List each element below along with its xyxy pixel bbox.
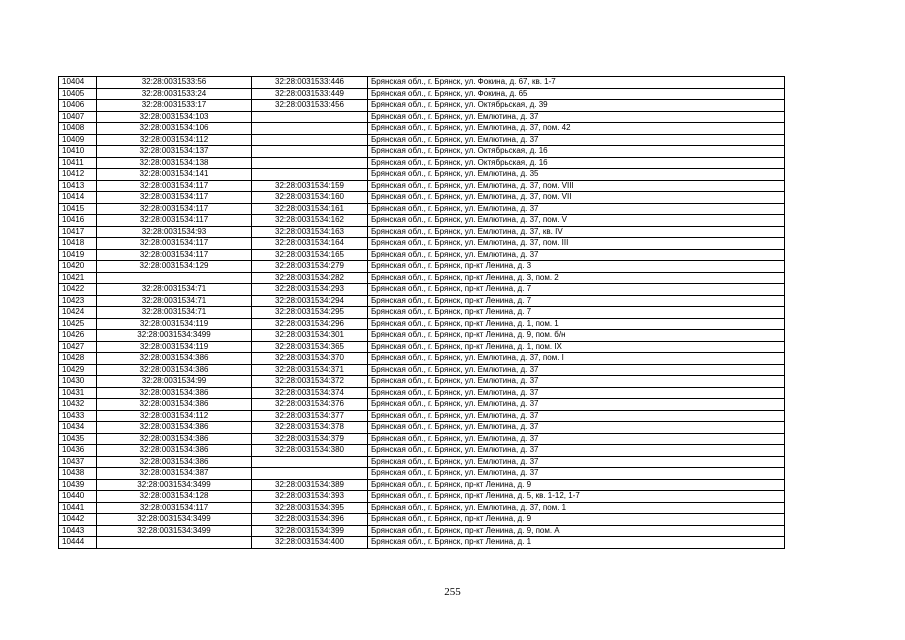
row-number-cell: 10412 [59, 169, 97, 181]
address-cell: Брянская обл., г. Брянск, ул. Емлютина, д. 37 [368, 410, 785, 422]
address-cell: Брянская обл., г. Брянск, ул. Емлютина, д. 37 [368, 203, 785, 215]
row-number-cell: 10439 [59, 479, 97, 491]
object-cadastral-number-cell: 32:28:0031534:162 [252, 215, 368, 227]
row-number-cell: 10431 [59, 387, 97, 399]
table-row [59, 479, 785, 491]
cadastral-number-cell: 32:28:0031533:24 [97, 88, 252, 100]
table-row [59, 514, 785, 526]
object-cadastral-number-cell: 32:28:0031533:456 [252, 100, 368, 112]
object-cadastral-number-cell [252, 123, 368, 135]
object-cadastral-number-cell: 32:28:0031534:400 [252, 537, 368, 549]
address-cell: Брянская обл., г. Брянск, ул. Емлютина, д. 37, пом. VIII [368, 180, 785, 192]
table-row [59, 364, 785, 376]
cadastral-number-cell: 32:28:0031534:112 [97, 410, 252, 422]
address-cell: Брянская обл., г. Брянск, пр-кт Ленина, д. 1 [368, 537, 785, 549]
cadastral-number-cell: 32:28:0031534:386 [97, 445, 252, 457]
address-cell: Брянская обл., г. Брянск, ул. Емлютина, д. 37, пом. 1 [368, 502, 785, 514]
object-cadastral-number-cell: 32:28:0031534:399 [252, 525, 368, 537]
object-cadastral-number-cell: 32:28:0031534:160 [252, 192, 368, 204]
object-cadastral-number-cell [252, 169, 368, 181]
row-number-cell: 10424 [59, 307, 97, 319]
row-number-cell: 10419 [59, 249, 97, 261]
table-row [59, 456, 785, 468]
object-cadastral-number-cell: 32:28:0031534:296 [252, 318, 368, 330]
address-cell: Брянская обл., г. Брянск, ул. Емлютина, д. 37 [368, 364, 785, 376]
table-row [59, 123, 785, 135]
cadastral-number-cell: 32:28:0031534:386 [97, 387, 252, 399]
address-cell: Брянская обл., г. Брянск, ул. Емлютина, д. 37, пом. I [368, 353, 785, 365]
address-cell: Брянская обл., г. Брянск, ул. Емлютина, д. 37, пом. 42 [368, 123, 785, 135]
address-cell: Брянская обл., г. Брянск, ул. Емлютина, д. 37 [368, 445, 785, 457]
table-row [59, 445, 785, 457]
table-row [59, 537, 785, 549]
table-row [59, 238, 785, 250]
table-row [59, 353, 785, 365]
table-row [59, 192, 785, 204]
row-number-cell: 10415 [59, 203, 97, 215]
object-cadastral-number-cell: 32:28:0031534:370 [252, 353, 368, 365]
cadastral-number-cell: 32:28:0031534:386 [97, 399, 252, 411]
table-row [59, 387, 785, 399]
object-cadastral-number-cell: 32:28:0031534:395 [252, 502, 368, 514]
table-row [59, 376, 785, 388]
cadastral-number-cell: 32:28:0031534:117 [97, 249, 252, 261]
table-row [59, 307, 785, 319]
row-number-cell: 10418 [59, 238, 97, 250]
row-number-cell: 10441 [59, 502, 97, 514]
object-cadastral-number-cell: 32:28:0031534:159 [252, 180, 368, 192]
address-cell: Брянская обл., г. Брянск, пр-кт Ленина, д. 7 [368, 284, 785, 296]
table-row [59, 468, 785, 480]
cadastral-number-cell: 32:28:0031534:386 [97, 456, 252, 468]
object-cadastral-number-cell [252, 468, 368, 480]
records-table-body [59, 77, 785, 549]
row-number-cell: 10423 [59, 295, 97, 307]
object-cadastral-number-cell: 32:28:0031533:449 [252, 88, 368, 100]
object-cadastral-number-cell: 32:28:0031534:301 [252, 330, 368, 342]
table-row [59, 410, 785, 422]
row-number-cell: 10435 [59, 433, 97, 445]
address-cell: Брянская обл., г. Брянск, ул. Фокина, д. 65 [368, 88, 785, 100]
row-number-cell: 10444 [59, 537, 97, 549]
table-row [59, 502, 785, 514]
object-cadastral-number-cell: 32:28:0031534:380 [252, 445, 368, 457]
table-row [59, 422, 785, 434]
object-cadastral-number-cell: 32:28:0031534:165 [252, 249, 368, 261]
table-row [59, 284, 785, 296]
cadastral-number-cell: 32:28:0031534:93 [97, 226, 252, 238]
row-number-cell: 10438 [59, 468, 97, 480]
table-row [59, 261, 785, 273]
object-cadastral-number-cell: 32:28:0031534:164 [252, 238, 368, 250]
address-cell: Брянская обл., г. Брянск, ул. Емлютина, д. 37 [368, 134, 785, 146]
address-cell: Брянская обл., г. Брянск, пр-кт Ленина, д. 3 [368, 261, 785, 273]
row-number-cell: 10425 [59, 318, 97, 330]
row-number-cell: 10436 [59, 445, 97, 457]
row-number-cell: 10417 [59, 226, 97, 238]
row-number-cell: 10432 [59, 399, 97, 411]
cadastral-number-cell: 32:28:0031534:138 [97, 157, 252, 169]
address-cell: Брянская обл., г. Брянск, ул. Емлютина, д. 37, пом. V [368, 215, 785, 227]
object-cadastral-number-cell: 32:28:0031534:389 [252, 479, 368, 491]
cadastral-number-cell: 32:28:0031534:386 [97, 364, 252, 376]
table-row [59, 88, 785, 100]
page-number: 255 [444, 586, 461, 598]
object-cadastral-number-cell: 32:28:0031534:293 [252, 284, 368, 296]
table-row [59, 525, 785, 537]
row-number-cell: 10443 [59, 525, 97, 537]
address-cell: Брянская обл., г. Брянск, ул. Емлютина, д. 37 [368, 376, 785, 388]
row-number-cell: 10413 [59, 180, 97, 192]
table-row [59, 433, 785, 445]
cadastral-number-cell: 32:28:0031534:103 [97, 111, 252, 123]
cadastral-number-cell [97, 537, 252, 549]
table-row [59, 295, 785, 307]
address-cell: Брянская обл., г. Брянск, ул. Емлютина, д. 37, пом. VII [368, 192, 785, 204]
address-cell: Брянская обл., г. Брянск, ул. Емлютина, д. 37, пом. III [368, 238, 785, 250]
object-cadastral-number-cell: 32:28:0031534:377 [252, 410, 368, 422]
table-row [59, 215, 785, 227]
row-number-cell: 10408 [59, 123, 97, 135]
row-number-cell: 10426 [59, 330, 97, 342]
object-cadastral-number-cell: 32:28:0031534:365 [252, 341, 368, 353]
table-row [59, 330, 785, 342]
row-number-cell: 10411 [59, 157, 97, 169]
object-cadastral-number-cell: 32:28:0031534:396 [252, 514, 368, 526]
object-cadastral-number-cell: 32:28:0031534:378 [252, 422, 368, 434]
row-number-cell: 10429 [59, 364, 97, 376]
table-row [59, 318, 785, 330]
table-row [59, 272, 785, 284]
cadastral-number-cell: 32:28:0031534:119 [97, 341, 252, 353]
object-cadastral-number-cell: 32:28:0031534:161 [252, 203, 368, 215]
object-cadastral-number-cell: 32:28:0031534:294 [252, 295, 368, 307]
address-cell: Брянская обл., г. Брянск, ул. Емлютина, д. 37 [368, 433, 785, 445]
object-cadastral-number-cell [252, 134, 368, 146]
row-number-cell: 10421 [59, 272, 97, 284]
cadastral-number-cell: 32:28:0031534:117 [97, 215, 252, 227]
address-cell: Брянская обл., г. Брянск, ул. Емлютина, д. 37 [368, 387, 785, 399]
row-number-cell: 10427 [59, 341, 97, 353]
row-number-cell: 10442 [59, 514, 97, 526]
table-row [59, 134, 785, 146]
table-row [59, 100, 785, 112]
cadastral-number-cell: 32:28:0031534:128 [97, 491, 252, 503]
cadastral-number-cell: 32:28:0031534:387 [97, 468, 252, 480]
table-row [59, 180, 785, 192]
address-cell: Брянская обл., г. Брянск, пр-кт Ленина, д. 3, пом. 2 [368, 272, 785, 284]
row-number-cell: 10428 [59, 353, 97, 365]
row-number-cell: 10422 [59, 284, 97, 296]
cadastral-number-cell: 32:28:0031534:3499 [97, 330, 252, 342]
cadastral-number-cell: 32:28:0031534:117 [97, 238, 252, 250]
row-number-cell: 10437 [59, 456, 97, 468]
object-cadastral-number-cell: 32:28:0031534:279 [252, 261, 368, 273]
cadastral-number-cell: 32:28:0031534:141 [97, 169, 252, 181]
table-row [59, 169, 785, 181]
row-number-cell: 10433 [59, 410, 97, 422]
row-number-cell: 10430 [59, 376, 97, 388]
object-cadastral-number-cell: 32:28:0031534:371 [252, 364, 368, 376]
cadastral-number-cell: 32:28:0031534:106 [97, 123, 252, 135]
address-cell: Брянская обл., г. Брянск, пр-кт Ленина, д. 9 [368, 514, 785, 526]
cadastral-number-cell: 32:28:0031534:386 [97, 422, 252, 434]
row-number-cell: 10407 [59, 111, 97, 123]
cadastral-number-cell: 32:28:0031534:99 [97, 376, 252, 388]
table-row [59, 203, 785, 215]
address-cell: Брянская обл., г. Брянск, пр-кт Ленина, д. 1, пом. IX [368, 341, 785, 353]
address-cell: Брянская обл., г. Брянск, ул. Октябрьская, д. 16 [368, 157, 785, 169]
cadastral-number-cell: 32:28:0031534:71 [97, 307, 252, 319]
records-table [58, 76, 785, 549]
row-number-cell: 10440 [59, 491, 97, 503]
cadastral-number-cell: 32:28:0031534:117 [97, 203, 252, 215]
table-row [59, 341, 785, 353]
cadastral-number-cell: 32:28:0031533:17 [97, 100, 252, 112]
address-cell: Брянская обл., г. Брянск, пр-кт Ленина, д. 9 [368, 479, 785, 491]
cadastral-number-cell: 32:28:0031534:386 [97, 433, 252, 445]
row-number-cell: 10406 [59, 100, 97, 112]
row-number-cell: 10410 [59, 146, 97, 158]
address-cell: Брянская обл., г. Брянск, ул. Емлютина, д. 37 [368, 468, 785, 480]
address-cell: Брянская обл., г. Брянск, ул. Емлютина, д. 37 [368, 399, 785, 411]
address-cell: Брянская обл., г. Брянск, пр-кт Ленина, д. 9, пом. А [368, 525, 785, 537]
table-row [59, 77, 785, 89]
table-row [59, 146, 785, 158]
row-number-cell: 10409 [59, 134, 97, 146]
cadastral-number-cell: 32:28:0031534:3499 [97, 479, 252, 491]
cadastral-number-cell: 32:28:0031534:117 [97, 180, 252, 192]
address-cell: Брянская обл., г. Брянск, ул. Фокина, д. 67, кв. 1-7 [368, 77, 785, 89]
address-cell: Брянская обл., г. Брянск, пр-кт Ленина, д. 7 [368, 295, 785, 307]
address-cell: Брянская обл., г. Брянск, ул. Емлютина, д. 37 [368, 456, 785, 468]
cadastral-number-cell: 32:28:0031534:117 [97, 502, 252, 514]
address-cell: Брянская обл., г. Брянск, ул. Емлютина, д. 37, кв. IV [368, 226, 785, 238]
row-number-cell: 10405 [59, 88, 97, 100]
cadastral-number-cell: 32:28:0031534:71 [97, 284, 252, 296]
address-cell: Брянская обл., г. Брянск, ул. Емлютина, д. 37 [368, 111, 785, 123]
address-cell: Брянская обл., г. Брянск, ул. Октябрьская, д. 39 [368, 100, 785, 112]
object-cadastral-number-cell [252, 157, 368, 169]
row-number-cell: 10414 [59, 192, 97, 204]
object-cadastral-number-cell: 32:28:0031534:163 [252, 226, 368, 238]
object-cadastral-number-cell [252, 146, 368, 158]
cadastral-number-cell: 32:28:0031533:56 [97, 77, 252, 89]
row-number-cell: 10434 [59, 422, 97, 434]
table-row [59, 111, 785, 123]
cadastral-number-cell: 32:28:0031534:119 [97, 318, 252, 330]
object-cadastral-number-cell: 32:28:0031534:393 [252, 491, 368, 503]
cadastral-number-cell: 32:28:0031534:386 [97, 353, 252, 365]
cadastral-number-cell: 32:28:0031534:71 [97, 295, 252, 307]
object-cadastral-number-cell: 32:28:0031533:446 [252, 77, 368, 89]
address-cell: Брянская обл., г. Брянск, пр-кт Ленина, д. 7 [368, 307, 785, 319]
address-cell: Брянская обл., г. Брянск, пр-кт Ленина, д. 9, пом. б/н [368, 330, 785, 342]
row-number-cell: 10404 [59, 77, 97, 89]
address-cell: Брянская обл., г. Брянск, ул. Емлютина, д. 37 [368, 422, 785, 434]
object-cadastral-number-cell: 32:28:0031534:295 [252, 307, 368, 319]
object-cadastral-number-cell: 32:28:0031534:379 [252, 433, 368, 445]
cadastral-number-cell: 32:28:0031534:112 [97, 134, 252, 146]
table-row [59, 491, 785, 503]
object-cadastral-number-cell: 32:28:0031534:376 [252, 399, 368, 411]
address-cell: Брянская обл., г. Брянск, ул. Емлютина, д. 37 [368, 249, 785, 261]
cadastral-number-cell: 32:28:0031534:129 [97, 261, 252, 273]
cadastral-number-cell: 32:28:0031534:3499 [97, 514, 252, 526]
cadastral-number-cell: 32:28:0031534:117 [97, 192, 252, 204]
address-cell: Брянская обл., г. Брянск, пр-кт Ленина, д. 5, кв. 1-12, 1-7 [368, 491, 785, 503]
row-number-cell: 10420 [59, 261, 97, 273]
object-cadastral-number-cell [252, 111, 368, 123]
table-row [59, 226, 785, 238]
table-row [59, 249, 785, 261]
table-row [59, 399, 785, 411]
object-cadastral-number-cell [252, 456, 368, 468]
address-cell: Брянская обл., г. Брянск, пр-кт Ленина, д. 1, пом. 1 [368, 318, 785, 330]
address-cell: Брянская обл., г. Брянск, ул. Октябрьская, д. 16 [368, 146, 785, 158]
object-cadastral-number-cell: 32:28:0031534:372 [252, 376, 368, 388]
object-cadastral-number-cell: 32:28:0031534:374 [252, 387, 368, 399]
cadastral-number-cell: 32:28:0031534:137 [97, 146, 252, 158]
row-number-cell: 10416 [59, 215, 97, 227]
cadastral-number-cell [97, 272, 252, 284]
address-cell: Брянская обл., г. Брянск, ул. Емлютина, д. 35 [368, 169, 785, 181]
cadastral-number-cell: 32:28:0031534:3499 [97, 525, 252, 537]
table-row [59, 157, 785, 169]
object-cadastral-number-cell: 32:28:0031534:282 [252, 272, 368, 284]
